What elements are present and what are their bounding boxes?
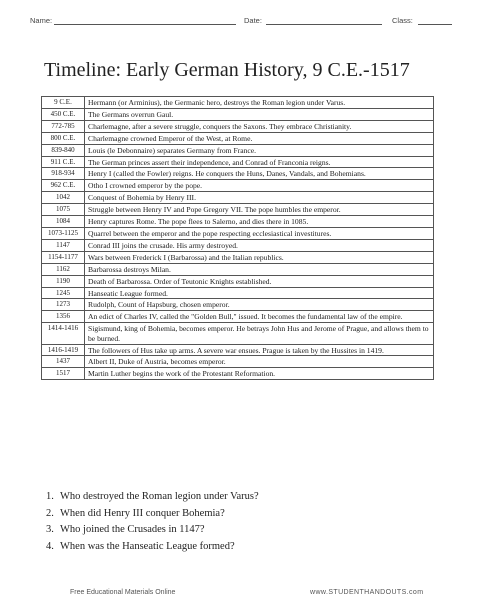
class-blank-line	[418, 24, 452, 25]
timeline-event: Henry I (called the Fowler) reigns. He conquers the Huns, Danes, Vandals, and Bohemians.	[85, 168, 434, 180]
worksheet-header	[30, 16, 455, 30]
timeline-row	[42, 263, 434, 275]
timeline-date: 772-785	[42, 120, 85, 132]
question-number: 4.	[46, 540, 54, 552]
date-label: Date:	[244, 16, 262, 25]
timeline-row	[42, 120, 434, 132]
question-number: 2.	[46, 507, 54, 519]
timeline-body	[42, 97, 434, 380]
date-blank-line	[266, 24, 382, 25]
timeline-table	[41, 96, 434, 380]
timeline-row	[42, 344, 434, 356]
timeline-event: Conquest of Bohemia by Henry III.	[85, 192, 434, 204]
timeline-row	[42, 368, 434, 380]
timeline-row	[42, 97, 434, 109]
footer-site-link[interactable]: www.STUDENTHANDOUTS.com	[310, 589, 424, 596]
timeline-date: 918-934	[42, 168, 85, 180]
timeline-row	[42, 299, 434, 311]
footer-left-text: Free Educational Materials Online	[70, 589, 176, 596]
question-number: 1.	[46, 491, 54, 502]
timeline-date: 1437	[42, 356, 85, 368]
question-list	[46, 489, 426, 555]
timeline-event: Struggle between Henry IV and Pope Gregory VII. The pope humbles the emperor.	[85, 204, 434, 216]
timeline-event: Quarrel between the emperor and the pope respecting ecclesiastical investitures.	[85, 227, 434, 239]
timeline-event: Henry captures Rome. The pope flees to Salerno, and dies there in 1085.	[85, 216, 434, 228]
timeline-event: Albert II, Duke of Austria, becomes emperor.	[85, 356, 434, 368]
timeline-date: 1245	[42, 287, 85, 299]
timeline-event: Charlemagne crowned Emperor of the West, at Rome.	[85, 132, 434, 144]
timeline-row	[42, 287, 434, 299]
question-text: When was the Hanseatic League formed?	[60, 540, 235, 552]
timeline-row	[42, 239, 434, 251]
timeline-date: 1147	[42, 239, 85, 251]
timeline-row	[42, 311, 434, 323]
timeline-event: Wars between Frederick I (Barbarossa) and the Italian republics.	[85, 251, 434, 263]
timeline-date: 1042	[42, 192, 85, 204]
timeline-row	[42, 275, 434, 287]
timeline-row	[42, 156, 434, 168]
class-label: Class:	[392, 16, 413, 25]
timeline-event: The Germans overrun Gaul.	[85, 108, 434, 120]
timeline-row	[42, 108, 434, 120]
timeline-event: Conrad III joins the crusade. His army destroyed.	[85, 239, 434, 251]
timeline-row	[42, 180, 434, 192]
timeline-event: Sigismund, king of Bohemia, becomes emperor. He betrays John Hus and Jerome of Prague, and allows them to be burned.	[85, 323, 434, 344]
timeline-date: 1073-1125	[42, 227, 85, 239]
timeline-date: 1517	[42, 368, 85, 380]
question-number: 3.	[46, 524, 54, 535]
timeline-event: Hermann (or Arminius), the Germanic hero, destroys the Roman legion under Varus.	[85, 97, 434, 109]
question-item	[46, 489, 426, 506]
timeline-event: Rudolph, Count of Hapsburg, chosen emperor.	[85, 299, 434, 311]
timeline-event: Otho I crowned emperor by the pope.	[85, 180, 434, 192]
question-item	[46, 506, 426, 523]
timeline-date: 1154-1177	[42, 251, 85, 263]
timeline-event: Barbarossa destroys Milan.	[85, 263, 434, 275]
question-text: Who joined the Crusades in 1147?	[60, 524, 205, 535]
question-text: Who destroyed the Roman legion under Varus?	[60, 491, 259, 502]
timeline-row	[42, 216, 434, 228]
timeline-date: 1162	[42, 263, 85, 275]
timeline-row	[42, 132, 434, 144]
timeline-date: 1075	[42, 204, 85, 216]
question-item	[46, 522, 426, 539]
timeline-event: Louis (le Debonnaire) separates Germany from France.	[85, 144, 434, 156]
timeline-date: 1084	[42, 216, 85, 228]
question-text: When did Henry III conquer Bohemia?	[60, 507, 225, 519]
timeline-row	[42, 204, 434, 216]
timeline-row	[42, 168, 434, 180]
timeline-date: 1273	[42, 299, 85, 311]
timeline-date: 9 C.E.	[42, 97, 85, 109]
timeline-row	[42, 251, 434, 263]
name-label: Name:	[30, 16, 53, 25]
name-blank-line	[54, 24, 236, 25]
page-title: Timeline: Early German History, 9 C.E.-1517	[44, 59, 410, 81]
timeline-event: An edict of Charles IV, called the "Golden Bull," issued. It becomes the fundamental law of the empire.	[85, 311, 434, 323]
timeline-event: Martin Luther begins the work of the Protestant Reformation.	[85, 368, 434, 380]
timeline-date: 911 C.E.	[42, 156, 85, 168]
timeline-row	[42, 323, 434, 344]
timeline-date: 839-840	[42, 144, 85, 156]
timeline-date: 1356	[42, 311, 85, 323]
timeline-row	[42, 144, 434, 156]
timeline-date: 1414-1416	[42, 323, 85, 344]
question-item	[46, 539, 426, 556]
timeline-date: 1416-1419	[42, 344, 85, 356]
timeline-row	[42, 192, 434, 204]
timeline-date: 1190	[42, 275, 85, 287]
timeline-date: 450 C.E.	[42, 108, 85, 120]
timeline-event: Death of Barbarossa. Order of Teutonic Knights established.	[85, 275, 434, 287]
timeline-row	[42, 356, 434, 368]
timeline-event: The followers of Hus take up arms. A severe war ensues. Prague is taken by the Hussites in 1419.	[85, 344, 434, 356]
timeline-date: 800 C.E.	[42, 132, 85, 144]
timeline-row	[42, 227, 434, 239]
timeline-event: Charlemagne, after a severe struggle, conquers the Saxons. They embrace Christianity.	[85, 120, 434, 132]
timeline-event: Hanseatic League formed.	[85, 287, 434, 299]
timeline-date: 962 C.E.	[42, 180, 85, 192]
timeline-event: The German princes assert their independence, and Conrad of Franconia reigns.	[85, 156, 434, 168]
